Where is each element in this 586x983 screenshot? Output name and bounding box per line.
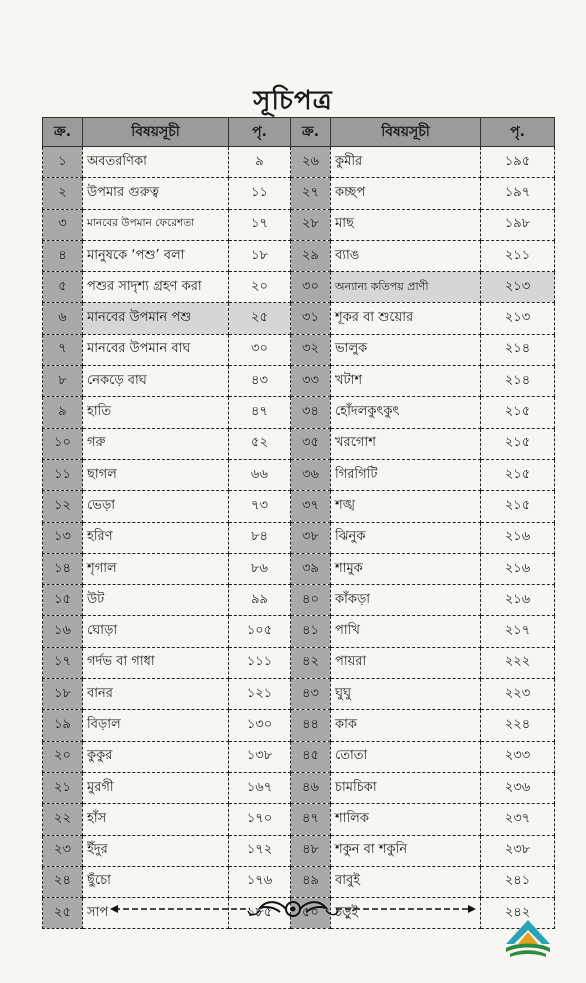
topic-cell: কুকুর [83,741,229,772]
topic-cell: ব্যাঙ [331,240,481,271]
serial-cell: ২৭ [291,178,331,209]
serial-cell: ৪৮ [291,835,331,866]
serial-cell: ১৫ [43,585,83,616]
serial-cell: ৫ [43,272,83,303]
page-cell: ২১৬ [481,522,555,553]
table-row [43,835,555,866]
serial-cell: ২৯ [291,240,331,271]
topic-cell: হোঁদলকুৎকুৎ [331,397,481,428]
serial-cell: ১ [43,147,83,178]
page-cell: ৯ [229,147,291,178]
topic-cell: বাবুই [331,866,481,897]
page-cell: ২১৫ [481,428,555,459]
topic-cell: শঙ্খ [331,491,481,522]
page-cell: ১১ [229,178,291,209]
serial-cell: ৬ [43,303,83,334]
page-cell: ২৩৮ [481,835,555,866]
topic-cell: মানবের উপমান পশু [83,303,229,334]
serial-cell: ২৩ [43,835,83,866]
page-cell: ২১৫ [481,459,555,490]
publisher-logo-icon [500,918,556,960]
topic-cell: খরগোশ [331,428,481,459]
page-cell: ১৭ [229,209,291,240]
page-cell: ২৩৩ [481,741,555,772]
serial-cell: ৩১ [291,303,331,334]
table-row [43,397,555,428]
serial-cell: ৫০ [291,898,331,929]
header-serial: ক্র. [43,118,83,147]
table-row [43,209,555,240]
serial-cell: ৩৬ [291,459,331,490]
serial-cell: ২৮ [291,209,331,240]
serial-cell: ৩২ [291,334,331,365]
table-row [43,459,555,490]
table-row [43,710,555,741]
serial-cell: ২১ [43,772,83,803]
page-cell: ৭৩ [229,491,291,522]
topic-cell: অন্যান্য কতিপয় প্রাণী [331,272,481,303]
topic-cell: নেকড়ে বাঘ [83,366,229,397]
page-cell: ২১৩ [481,272,555,303]
page-cell: ১৬৭ [229,772,291,803]
table-row [43,679,555,710]
page-cell: ৯৯ [229,585,291,616]
page-cell: ২২৪ [481,710,555,741]
topic-cell: গরু [83,428,229,459]
serial-cell: ১৭ [43,647,83,678]
table-row [43,804,555,835]
topic-cell: সাপ [83,898,229,929]
serial-cell: ৪৭ [291,804,331,835]
header-page: পৃ. [229,118,291,147]
page-cell: ২১৬ [481,553,555,584]
topic-cell: বানর [83,679,229,710]
page-cell: ৩০ [229,334,291,365]
topic-cell: চামচিকা [331,772,481,803]
page-cell: ২১৭ [481,616,555,647]
page-cell: ২৪১ [481,866,555,897]
page-cell: ২১৪ [481,366,555,397]
topic-cell: ভালুক [331,334,481,365]
page-cell: ১৯৫ [481,147,555,178]
table-header-row [43,118,555,147]
page-cell: ১০৫ [229,616,291,647]
serial-cell: ৭ [43,334,83,365]
serial-cell: ৪৬ [291,772,331,803]
table-row [43,772,555,803]
page-cell: ১৭৬ [229,866,291,897]
header-topic: বিষয়সূচী [331,118,481,147]
topic-cell: হরিণ [83,522,229,553]
topic-cell: চড়ুই [331,898,481,929]
table-row [43,428,555,459]
topic-cell: মানবের উপমান ফেরেশতা [83,209,229,240]
topic-cell: শালিক [331,804,481,835]
page-cell: ৮৪ [229,522,291,553]
page-cell: ২১৫ [481,491,555,522]
serial-cell: ১২ [43,491,83,522]
serial-cell: ৪৪ [291,710,331,741]
page-cell: ১৭০ [229,804,291,835]
topic-cell: ঘোড়া [83,616,229,647]
page-cell: ১৩০ [229,710,291,741]
page-cell: ২০ [229,272,291,303]
page-cell: ৫২ [229,428,291,459]
serial-cell: ৪২ [291,647,331,678]
header-serial: ক্র. [291,118,331,147]
page-title: সূচিপত্র [253,86,333,116]
topic-cell: পায়রা [331,647,481,678]
page-cell: ২৩৬ [481,772,555,803]
serial-cell: ৪৯ [291,866,331,897]
serial-cell: ৮ [43,366,83,397]
topic-cell: ঝিনুক [331,522,481,553]
topic-cell: কুমীর [331,147,481,178]
topic-cell: অবতরণিকা [83,147,229,178]
table-row [43,272,555,303]
table-row [43,178,555,209]
page-cell: ৪৭ [229,397,291,428]
table-row [43,240,555,271]
serial-cell: ২২ [43,804,83,835]
serial-cell: ৩৮ [291,522,331,553]
serial-cell: ৩৭ [291,491,331,522]
header-topic: বিষয়সূচী [83,118,229,147]
serial-cell: ৩ [43,209,83,240]
topic-cell: পশুর সাদৃশ্য গ্রহণ করা [83,272,229,303]
table-row [43,522,555,553]
topic-cell: উপমার গুরুত্ব [83,178,229,209]
topic-cell: হাতি [83,397,229,428]
serial-cell: ৩০ [291,272,331,303]
page-cell: ২৩৭ [481,804,555,835]
topic-cell: শকুন বা শকুনি [331,835,481,866]
serial-cell: ৪৫ [291,741,331,772]
serial-cell: ৩৯ [291,553,331,584]
serial-cell: ৩৫ [291,428,331,459]
page-cell: ২২৩ [481,679,555,710]
table-row [43,616,555,647]
topic-cell: গিরগিটি [331,459,481,490]
topic-cell: শৃগাল [83,553,229,584]
serial-cell: ৩৪ [291,397,331,428]
topic-cell: ইঁদুর [83,835,229,866]
table-row [43,647,555,678]
page-cell: ২২২ [481,647,555,678]
serial-cell: ১৪ [43,553,83,584]
serial-cell: ১৩ [43,522,83,553]
topic-cell: ছাগল [83,459,229,490]
page-cell: ২৪২ [481,898,555,929]
page-cell: ২১১ [481,240,555,271]
serial-cell: ৪১ [291,616,331,647]
table-row [43,147,555,178]
page-cell: ১৮৫ [229,898,291,929]
topic-cell: মাছ [331,209,481,240]
table-row [43,866,555,897]
page-cell: ১২১ [229,679,291,710]
serial-cell: ২৫ [43,898,83,929]
ornament-divider [110,898,476,920]
table-row [43,334,555,365]
page-cell: ১৭২ [229,835,291,866]
page-cell: ১১১ [229,647,291,678]
page-cell: ৮৬ [229,553,291,584]
page-cell: ১৯৭ [481,178,555,209]
serial-cell: ১৯ [43,710,83,741]
page-cell: ২৫ [229,303,291,334]
topic-cell: খটাশ [331,366,481,397]
serial-cell: ২৬ [291,147,331,178]
header-page: পৃ. [481,118,555,147]
topic-cell: কচ্ছপ [331,178,481,209]
topic-cell: বিড়াল [83,710,229,741]
toc-table [42,117,555,929]
serial-cell: ১০ [43,428,83,459]
topic-cell: ভেড়া [83,491,229,522]
table-row [43,741,555,772]
topic-cell: হাঁস [83,804,229,835]
page-cell: ২১৫ [481,397,555,428]
topic-cell: উট [83,585,229,616]
table-row [43,303,555,334]
serial-cell: ১১ [43,459,83,490]
page-cell: ১৩৮ [229,741,291,772]
topic-cell: শামুক [331,553,481,584]
page-cell: ৬৬ [229,459,291,490]
topic-cell: মানবের উপমান বাঘ [83,334,229,365]
serial-cell: ৪ [43,240,83,271]
serial-cell: ১৮ [43,679,83,710]
topic-cell: মুরগী [83,772,229,803]
serial-cell: ৯ [43,397,83,428]
page-cell: ১৯৮ [481,209,555,240]
serial-cell: ২৪ [43,866,83,897]
serial-cell: ১৬ [43,616,83,647]
topic-cell: ছুঁচো [83,866,229,897]
table-row [43,366,555,397]
serial-cell: ২০ [43,741,83,772]
page-cell: ৪৩ [229,366,291,397]
page-cell: ২১৬ [481,585,555,616]
topic-cell: কাঁকড়া [331,585,481,616]
topic-cell: ঘুঘু [331,679,481,710]
topic-cell: শূকর বা শুয়োর [331,303,481,334]
topic-cell: তোতা [331,741,481,772]
page-cell: ১৮ [229,240,291,271]
table-row [43,491,555,522]
serial-cell: ৪০ [291,585,331,616]
page-cell: ২১৩ [481,303,555,334]
topic-cell: কাক [331,710,481,741]
topic-cell: গর্দভ বা গাধা [83,647,229,678]
page-cell: ২১৪ [481,334,555,365]
serial-cell: ৪৩ [291,679,331,710]
table-row [43,585,555,616]
serial-cell: ২ [43,178,83,209]
serial-cell: ৩৩ [291,366,331,397]
topic-cell: পাখি [331,616,481,647]
table-row [43,553,555,584]
topic-cell: মানুষকে ‘পশু’ বলা [83,240,229,271]
